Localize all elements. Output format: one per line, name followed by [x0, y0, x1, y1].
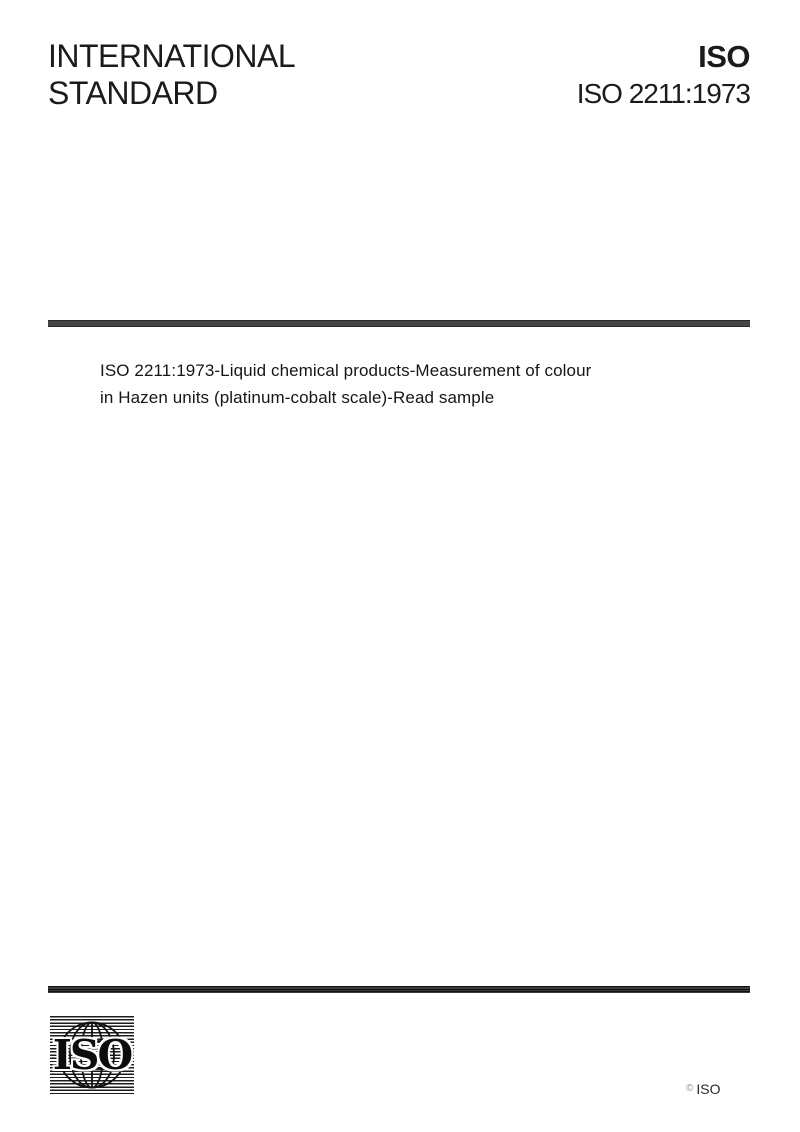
- divider-rule-bottom: [48, 986, 750, 993]
- iso-logo-text: ISO: [52, 1031, 132, 1079]
- divider-rule-top: [48, 320, 750, 327]
- document-type-heading: [48, 38, 295, 112]
- document-title-line-2: in Hazen units (platinum-cobalt scale)-Read sample: [100, 387, 495, 407]
- org-name: ISO: [698, 39, 750, 74]
- standard-reference: ISO 2211:1973: [576, 78, 750, 109]
- document-title: [100, 358, 591, 411]
- copyright-notice: [686, 1081, 721, 1097]
- document-type-line-1: INTERNATIONAL: [48, 38, 296, 74]
- document-title-line-1: ISO 2211:1973-Liquid chemical products-Measurement of colour: [100, 361, 592, 380]
- copyright-org: ISO: [696, 1081, 721, 1097]
- iso-logo: [50, 1016, 134, 1094]
- copyright-icon: ©: [686, 1083, 694, 1094]
- document-type-line-2: STANDARD: [48, 75, 218, 111]
- standard-reference-block: [577, 40, 750, 110]
